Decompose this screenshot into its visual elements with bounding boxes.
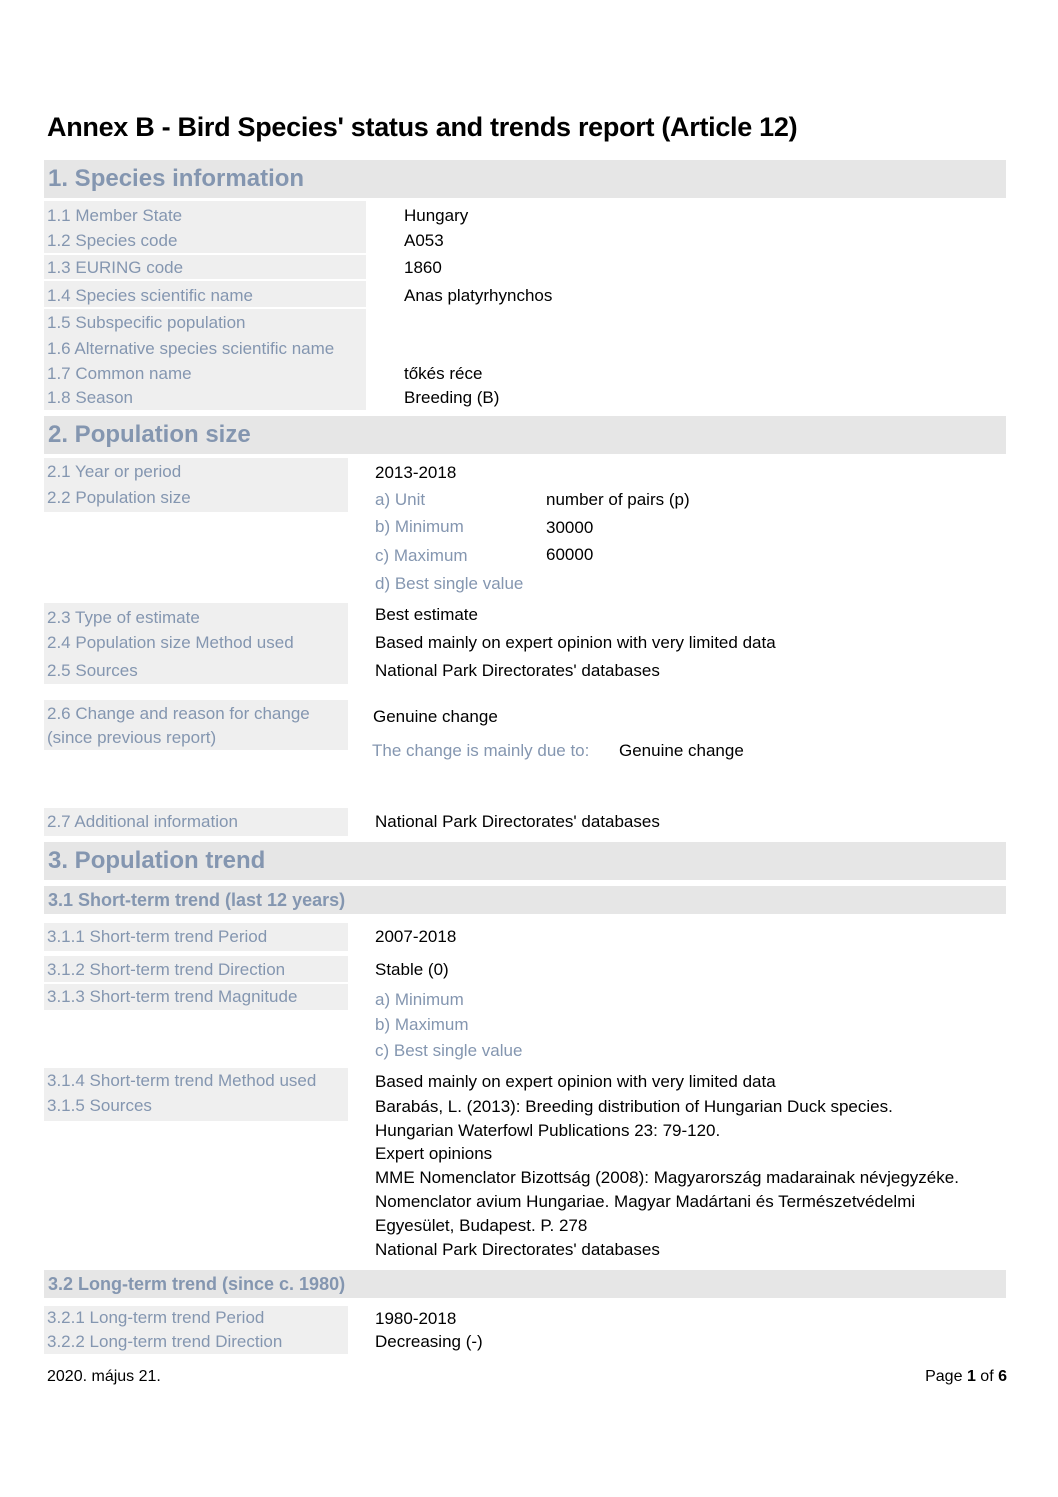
value-scientific-name: Anas platyrhynchos — [404, 286, 553, 305]
label-maximum: c) Maximum — [375, 546, 468, 565]
source-line: Nomenclator avium Hungariae. Magyar Madártani és Természetvédelmi — [375, 1192, 916, 1211]
label-long-term-direction: 3.2.2 Long-term trend Direction — [47, 1332, 283, 1351]
value-minimum: 30000 — [546, 518, 594, 537]
label-short-term-period: 3.1.1 Short-term trend Period — [47, 927, 268, 946]
section-title: 1. Species information — [48, 165, 305, 192]
label-type-of-estimate: 2.3 Type of estimate — [47, 608, 200, 627]
source-line: Hungarian Waterfowl Publications 23: 79-120. — [375, 1121, 721, 1140]
value-euring-code: 1860 — [404, 258, 442, 277]
section-header-population-trend — [44, 842, 1006, 880]
value-additional-information: National Park Directorates' databases — [375, 812, 660, 831]
value-short-term-method: Based mainly on expert opinion with very limited data — [375, 1072, 776, 1091]
label-species-code: 1.2 Species code — [47, 231, 178, 250]
label-short-term-method: 3.1.4 Short-term trend Method used — [47, 1071, 317, 1090]
label-long-term-period: 3.2.1 Long-term trend Period — [47, 1308, 265, 1327]
value-short-term-direction: Stable (0) — [375, 960, 449, 979]
label-unit: a) Unit — [375, 490, 426, 509]
label-sources: 2.5 Sources — [47, 661, 138, 680]
subsection-title: 3.2 Long-term trend (since c. 1980) — [48, 1274, 346, 1294]
section-header-species-information — [44, 160, 1006, 198]
label-common-name: 1.7 Common name — [47, 364, 192, 383]
source-line: Barabás, L. (2013): Breeding distribution of Hungarian Duck species. — [375, 1097, 893, 1116]
value-type-of-estimate: Best estimate — [375, 605, 478, 624]
label-short-term-magnitude: 3.1.3 Short-term trend Magnitude — [47, 987, 298, 1006]
label-additional-information: 2.7 Additional information — [47, 812, 238, 831]
footer-page-number — [925, 1368, 1007, 1386]
label-change-reason-sub: (since previous report) — [47, 728, 217, 747]
value-year-or-period: 2013-2018 — [375, 463, 457, 482]
label-method-used: 2.4 Population size Method used — [47, 633, 294, 652]
label-scientific-name: 1.4 Species scientific name — [47, 286, 253, 305]
source-line: National Park Directorates' databases — [375, 1240, 660, 1259]
page-current: 1 — [966, 1368, 976, 1385]
value-member-state: Hungary — [404, 206, 469, 225]
label-change-due: The change is mainly due to: — [372, 741, 590, 760]
value-change-due: Genuine change — [619, 741, 744, 760]
value-long-term-direction: Decreasing (-) — [375, 1332, 483, 1351]
value-unit: number of pairs (p) — [546, 490, 690, 509]
label-magnitude-best-single-value: c) Best single value — [375, 1041, 523, 1060]
label-subspecific-population: 1.5 Subspecific population — [47, 313, 246, 332]
label-population-size: 2.2 Population size — [47, 488, 191, 507]
value-maximum: 60000 — [546, 545, 594, 564]
source-line: MME Nomenclator Bizottság (2008): Magyarország madarainak névjegyzéke. — [375, 1168, 959, 1187]
document-title: Annex B - Bird Species' status and trends report (Article 12) — [47, 112, 798, 142]
page-word: Page — [925, 1368, 963, 1385]
subsection-header-long-term-trend — [44, 1270, 1006, 1298]
value-common-name: tőkés réce — [404, 364, 483, 383]
section-title: 3. Population trend — [48, 847, 266, 874]
label-short-term-direction: 3.1.2 Short-term trend Direction — [47, 960, 286, 979]
label-best-single-value: d) Best single value — [375, 574, 524, 593]
label-season: 1.8 Season — [47, 388, 134, 407]
label-magnitude-minimum: a) Minimum — [375, 990, 464, 1009]
subsection-title: 3.1 Short-term trend (last 12 years) — [48, 890, 346, 910]
label-short-term-sources: 3.1.5 Sources — [47, 1096, 152, 1115]
source-line: Egyesület, Budapest. P. 278 — [375, 1216, 588, 1235]
value-short-term-period: 2007-2018 — [375, 927, 457, 946]
label-year-or-period: 2.1 Year or period — [47, 462, 182, 481]
subsection-header-short-term-trend — [44, 886, 1006, 914]
label-alternative-scientific-name: 1.6 Alternative species scientific name — [47, 339, 335, 358]
of-word: of — [980, 1368, 994, 1385]
value-sources: National Park Directorates' databases — [375, 661, 660, 680]
value-change: Genuine change — [373, 707, 498, 726]
value-method-used: Based mainly on expert opinion with very limited data — [375, 633, 776, 652]
value-long-term-period: 1980-2018 — [375, 1309, 457, 1328]
label-minimum: b) Minimum — [375, 517, 464, 536]
value-season: Breeding (B) — [404, 388, 500, 407]
section-header-population-size — [44, 416, 1006, 454]
label-change-reason: 2.6 Change and reason for change — [47, 704, 310, 723]
page-total: 6 — [998, 1368, 1007, 1385]
footer-date: 2020. május 21. — [47, 1368, 161, 1385]
source-line: Expert opinions — [375, 1144, 493, 1163]
label-euring-code: 1.3 EURING code — [47, 258, 184, 277]
label-member-state: 1.1 Member State — [47, 206, 183, 225]
section-title: 2. Population size — [48, 421, 251, 448]
label-magnitude-maximum: b) Maximum — [375, 1015, 469, 1034]
value-species-code: A053 — [404, 231, 444, 250]
